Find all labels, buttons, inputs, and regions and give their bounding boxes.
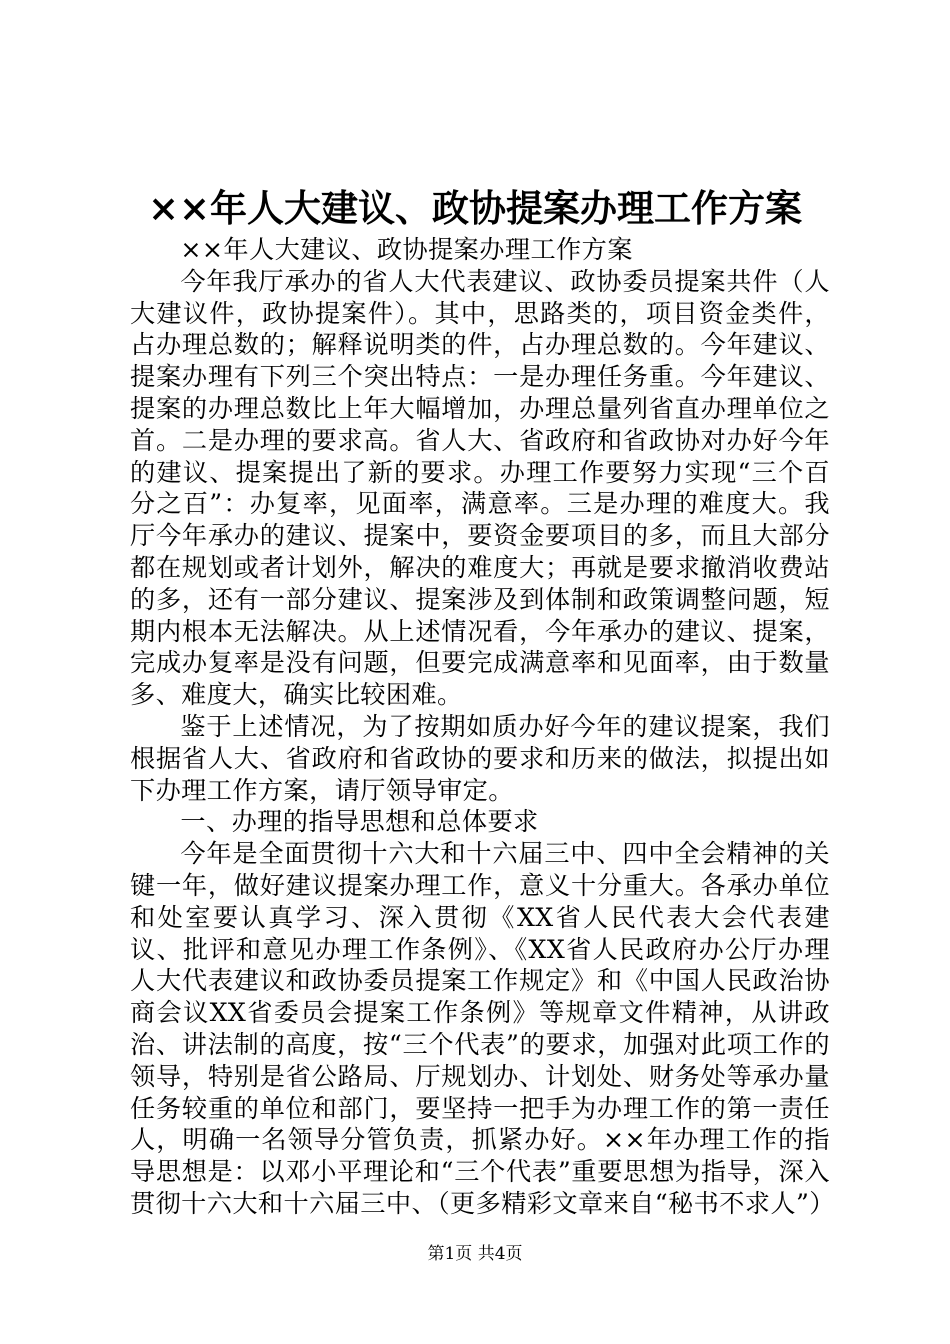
section-heading: 一、办理的指导思想和总体要求 [180, 807, 539, 837]
paragraph-subtitle: ××年人大建议、政协提案办理工作方案 [180, 235, 633, 264]
paragraph-guiding-thought: 今年是全面贯彻十六大和十六届三中、四中全会精神的关键一年，做好建议提案办理工作，意义十分重大。各承办单位和处室要认真学习、深入贯彻《XX省人民代表大会代表建议、批评和意见办理工作条例》、《XX省人民政府办公厅办理人大代表建议和政协委员提案工作规定》和《中国人民政治协商会议XX省委员会提案工作条例》等规章文件精神，从讲政治、讲法制的高度，按“三个代表”的要求，加强对此项工作的领导，特别是省公路局、厅规划办、计划处、财务处等承办量任务较重的单位和部门，要坚持一把手为办理工作的第一责任人，明确一名领导分管负责，抓紧办好。××年办理工作的指导思想是：以邓小平理论和“三个代表”重要思想为指导，深入贯彻十六大和十六届三中、（更多精彩文章来自“秘书不求人”） [130, 839, 835, 1218]
page-indicator: 第1页 共4页 [427, 1244, 523, 1264]
document-title: ××年人大建议、政协提案办理工作方案 [147, 186, 802, 230]
paragraph-overview: 今年我厅承办的省人大代表建议、政协委员提案共件（人大建议件，政协提案件）。其中，思路类的，项目资金类件，占办理总数的；解释说明类的件，占办理总数的。今年建议、提案办理有下列三个突出特点：一是办理任务重。今年建议、提案的办理总数比上年大幅增加，办理总量列省直办理单位之首。二是办理的要求高。省人大、省政府和省政协对办好今年的建议、提案提出了新的要求。办理工作要努力实现“三个百分之百”：办复率，见面率，满意率。三是办理的难度大。我厅今年承办的建议、提案中，要资金要项目的多，而且大部分都在规划或者计划外，解决的难度大；再就是要求撤消收费站的多，还有一部分建议、提案涉及到体制和政策调整问题，短期内根本无法解决。从上述情况看，今年承办的建议、提案，完成办复率是没有问题，但要完成满意率和见面率，由于数量多、难度大，确实比较困难。 [130, 266, 830, 710]
document-body [130, 234, 835, 1220]
paragraph-proposal: 鉴于上述情况，为了按期如质办好今年的建议提案，我们根据省人大、省政府和省政协的要求和历来的做法，拟提出如下办理工作方案，请厅领导审定。 [130, 711, 830, 805]
